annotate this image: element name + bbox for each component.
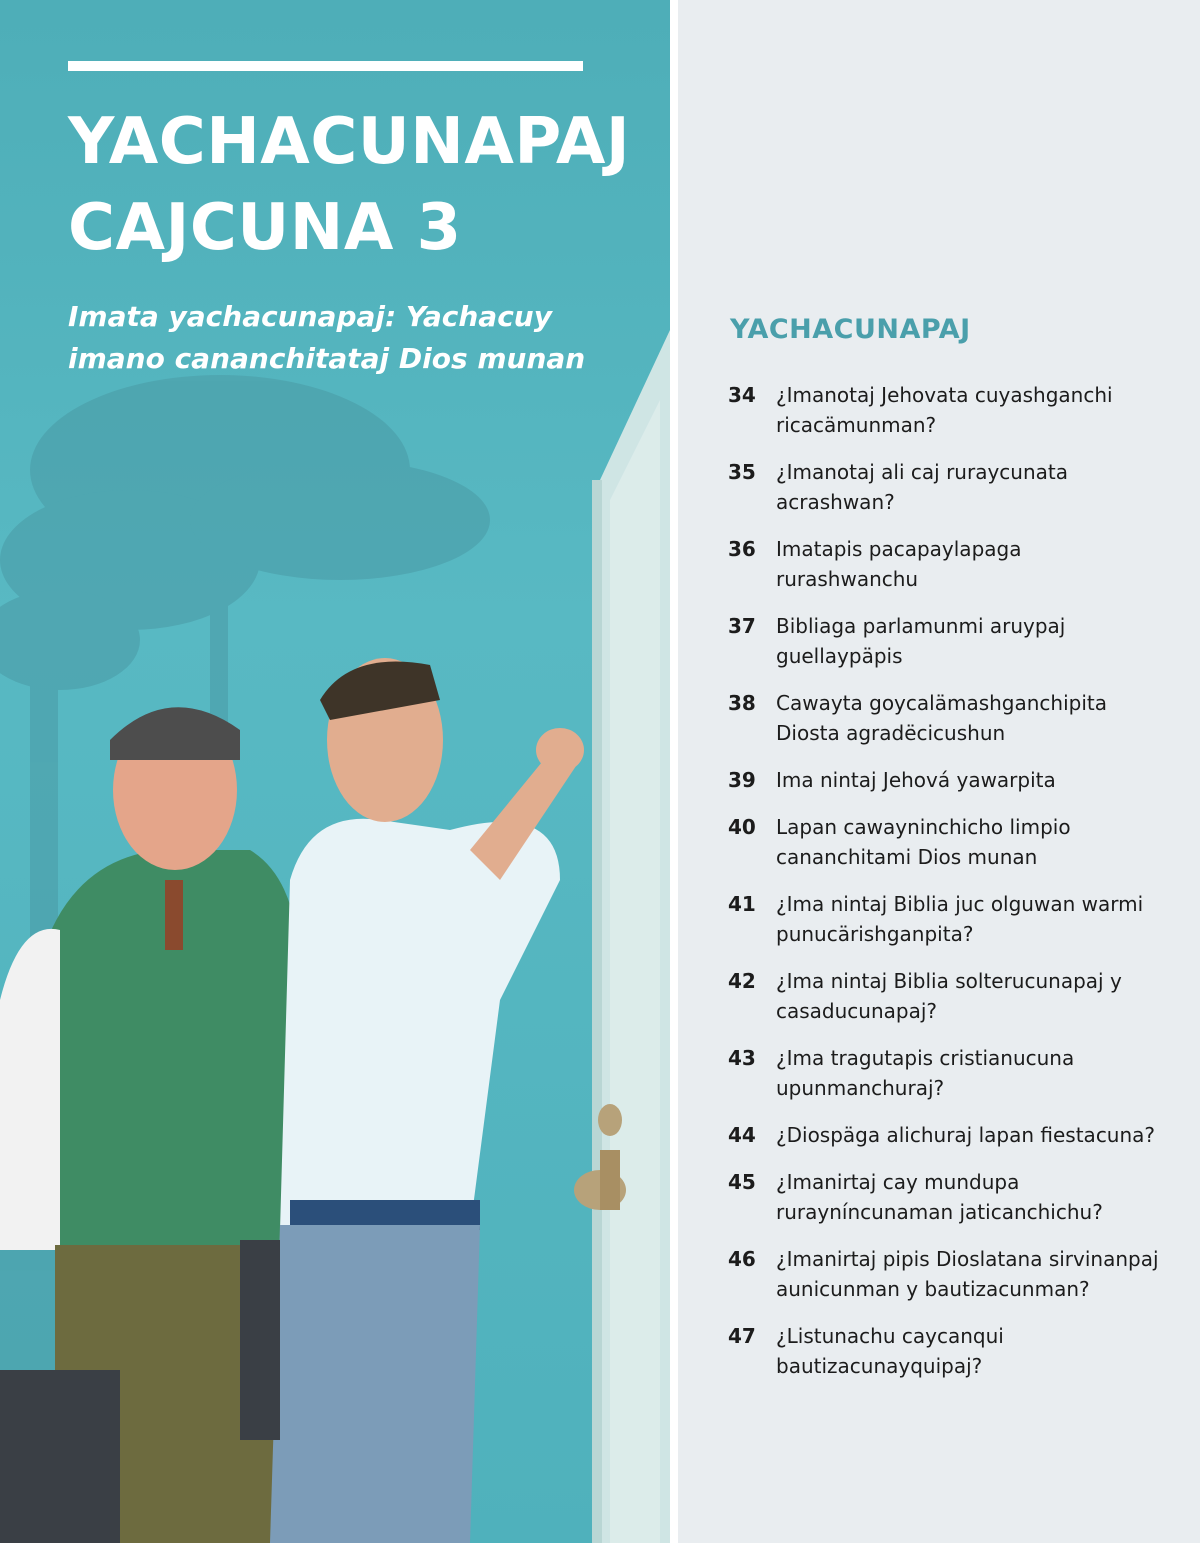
lesson-number: 44	[728, 1123, 756, 1147]
lesson-title: Cawayta goycalämashganchipita Diosta agradëcicushun	[776, 691, 1107, 745]
lesson-item[interactable]	[728, 688, 1168, 748]
lesson-item[interactable]	[728, 611, 1168, 671]
lesson-title: Ima nintaj Jehová yawarpita	[776, 768, 1056, 792]
lesson-number: 46	[728, 1247, 756, 1271]
title-rule	[68, 61, 583, 71]
lesson-number: 42	[728, 969, 756, 993]
lesson-title: ¿Listunachu caycanqui bautizacunayquipaj?	[776, 1324, 1004, 1378]
lesson-title: ¿Ima nintaj Biblia juc olguwan warmi punucärishganpita?	[776, 892, 1144, 946]
door-knob	[574, 1104, 626, 1210]
lesson-title: Bibliaga parlamunmi aruypaj guellaypäpis	[776, 614, 1066, 668]
lesson-title: ¿Ima tragutapis cristianucuna upunmanchuraj?	[776, 1046, 1075, 1100]
lesson-item[interactable]	[728, 966, 1168, 1026]
lesson-title: ¿Ima nintaj Biblia solterucunapaj y casaducunapaj?	[776, 969, 1122, 1023]
lesson-item[interactable]	[728, 889, 1168, 949]
lesson-item[interactable]	[728, 1043, 1168, 1103]
door	[592, 330, 670, 1543]
young-man-figure	[240, 658, 584, 1543]
lesson-item[interactable]	[728, 380, 1168, 440]
subtitle	[68, 296, 588, 380]
lesson-list	[728, 380, 1168, 1398]
lesson-item[interactable]	[728, 1167, 1168, 1227]
lesson-number: 35	[728, 460, 756, 484]
lesson-number: 41	[728, 892, 756, 916]
subtitle-line-1: Imata yachacunapaj: Yachacuy	[68, 300, 552, 333]
lesson-title: ¿Imanotaj Jehovata cuyashganchi ricacämunman?	[776, 383, 1113, 437]
lesson-number: 47	[728, 1324, 756, 1348]
divider-strip	[670, 0, 678, 1543]
section-heading: YACHACUNAPAJ	[730, 314, 971, 345]
lesson-number: 34	[728, 383, 756, 407]
lesson-number: 36	[728, 537, 756, 561]
lesson-title: ¿Imanotaj ali caj ruraycunata acrashwan?	[776, 460, 1068, 514]
lesson-number: 40	[728, 815, 756, 839]
lesson-number: 39	[728, 768, 756, 792]
lesson-item[interactable]	[728, 812, 1168, 872]
lesson-title: ¿Diospäga alichuraj lapan fiestacuna?	[776, 1123, 1156, 1147]
lesson-item[interactable]	[728, 1321, 1168, 1381]
lesson-item[interactable]	[728, 457, 1168, 517]
lesson-number: 38	[728, 691, 756, 715]
lesson-number: 37	[728, 614, 756, 638]
lesson-item[interactable]	[728, 1120, 1168, 1150]
page-title-line-1: YACHACUNAPAJ	[68, 105, 631, 179]
lesson-item[interactable]	[728, 1244, 1168, 1304]
subtitle-line-2: imano cananchitataj Dios munan	[68, 342, 586, 375]
lesson-title: ¿Imanirtaj cay mundupa rurayníncunaman jaticanchichu?	[776, 1170, 1103, 1224]
page-title-line-2: CAJCUNA 3	[68, 191, 462, 265]
lesson-number: 43	[728, 1046, 756, 1070]
lesson-title: Imatapis pacapaylapaga rurashwanchu	[776, 537, 1022, 591]
lesson-number: 45	[728, 1170, 756, 1194]
lesson-title: ¿Imanirtaj pipis Dioslatana sirvinanpaj aunicunman y bautizacunman?	[776, 1247, 1159, 1301]
lesson-title: Lapan cawayninchicho limpio cananchitami Dios munan	[776, 815, 1071, 869]
lesson-item[interactable]	[728, 765, 1168, 795]
lesson-item[interactable]	[728, 534, 1168, 594]
